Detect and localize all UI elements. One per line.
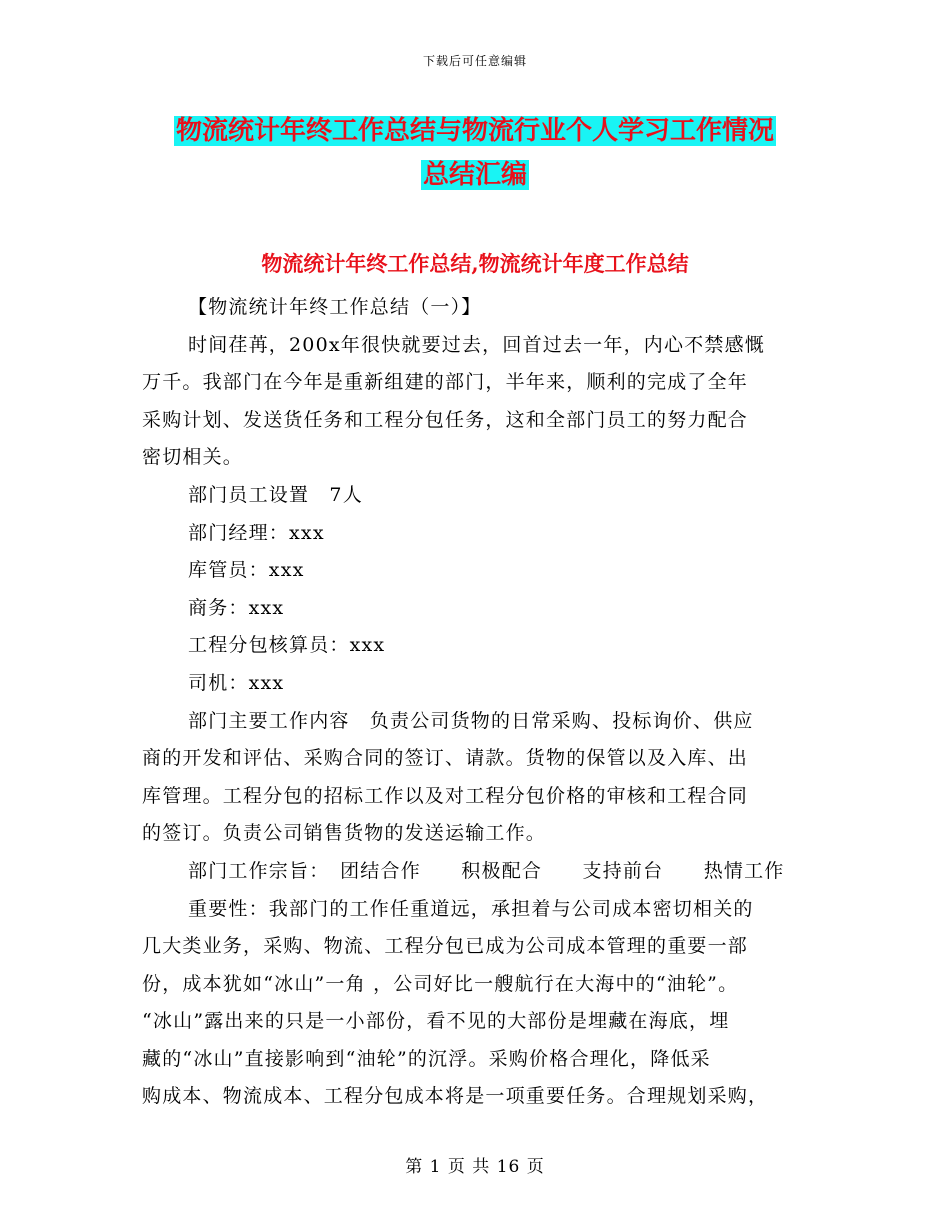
paragraph-line: 藏的“冰山”直接影响到“油轮”的沉浮。采购价格合理化，降低采: [142, 1047, 711, 1070]
paragraph-line: 购成本、物流成本、工程分包成本将是一项重要任务。合理规划采购，: [142, 1085, 769, 1108]
paragraph-line: 几大类业务，采购、物流、工程分包已成为公司成本管理的重要一部: [142, 935, 749, 958]
staff-driver-line: 司机：xxx: [188, 671, 285, 694]
paragraph-line: 商的开发和评估、采购合同的签订、请款。货物的保管以及入库、出: [142, 747, 749, 770]
staff-manager-line: 部门经理：xxx: [188, 521, 325, 544]
section-subtitle: 物流统计年终工作总结,物流统计年度工作总结: [261, 251, 689, 276]
paragraph-line: “冰山”露出来的只是一小部份，看不见的大部份是埋藏在海底，埋: [142, 1010, 730, 1033]
staff-setting-line: 部门员工设置 7人: [188, 483, 363, 506]
document-title-line-1: [0, 109, 950, 153]
paragraph-line: 份，成本犹如“冰山”一角 ，公司好比一艘航行在大海中的“油轮”。: [142, 972, 739, 995]
page-header-note: 下载后可任意编辑: [422, 54, 527, 68]
paragraph-line: 万千。我部门在今年是重新组建的部门，半年来，顺利的完成了全年: [142, 371, 749, 394]
document-title-line-2: [0, 153, 950, 197]
page-number-footer: 第 1 页 共 16 页: [405, 1157, 545, 1177]
paragraph-line: 采购计划、发送货任务和工程分包任务，这和全部门员工的努力配合: [142, 408, 749, 431]
staff-accountant-line: 工程分包核算员：xxx: [188, 634, 386, 657]
staff-warehouse-line: 库管员：xxx: [188, 559, 305, 582]
title-highlight-1: 物流统计年终工作总结与物流行业个人学习工作情况: [175, 116, 774, 146]
paragraph-line: 重要性：我部门的工作任重道远，承担着与公司成本密切相关的: [188, 897, 754, 920]
document-body: [142, 289, 832, 1116]
title-highlight-2: 总结汇编: [422, 160, 527, 190]
work-principle-line: 部门工作宗旨： 团结合作 积极配合 支持前台 热情工作: [188, 859, 785, 882]
paragraph-line: 的签订。负责公司销售货物的发送运输工作。: [142, 822, 547, 845]
paragraph-line: 密切相关。: [142, 446, 244, 469]
section-heading: 【物流统计年终工作总结（一）】: [188, 296, 482, 318]
paragraph-line: 部门主要工作内容 负责公司货物的日常采购、投标询价、供应: [188, 709, 754, 732]
staff-business-line: 商务：xxx: [188, 596, 285, 619]
paragraph-line: 库管理。工程分包的招标工作以及对工程分包价格的审核和工程合同: [142, 784, 749, 807]
paragraph-line: 时间荏苒，200x年很快就要过去，回首过去一年，内心不禁感慨: [188, 333, 765, 356]
